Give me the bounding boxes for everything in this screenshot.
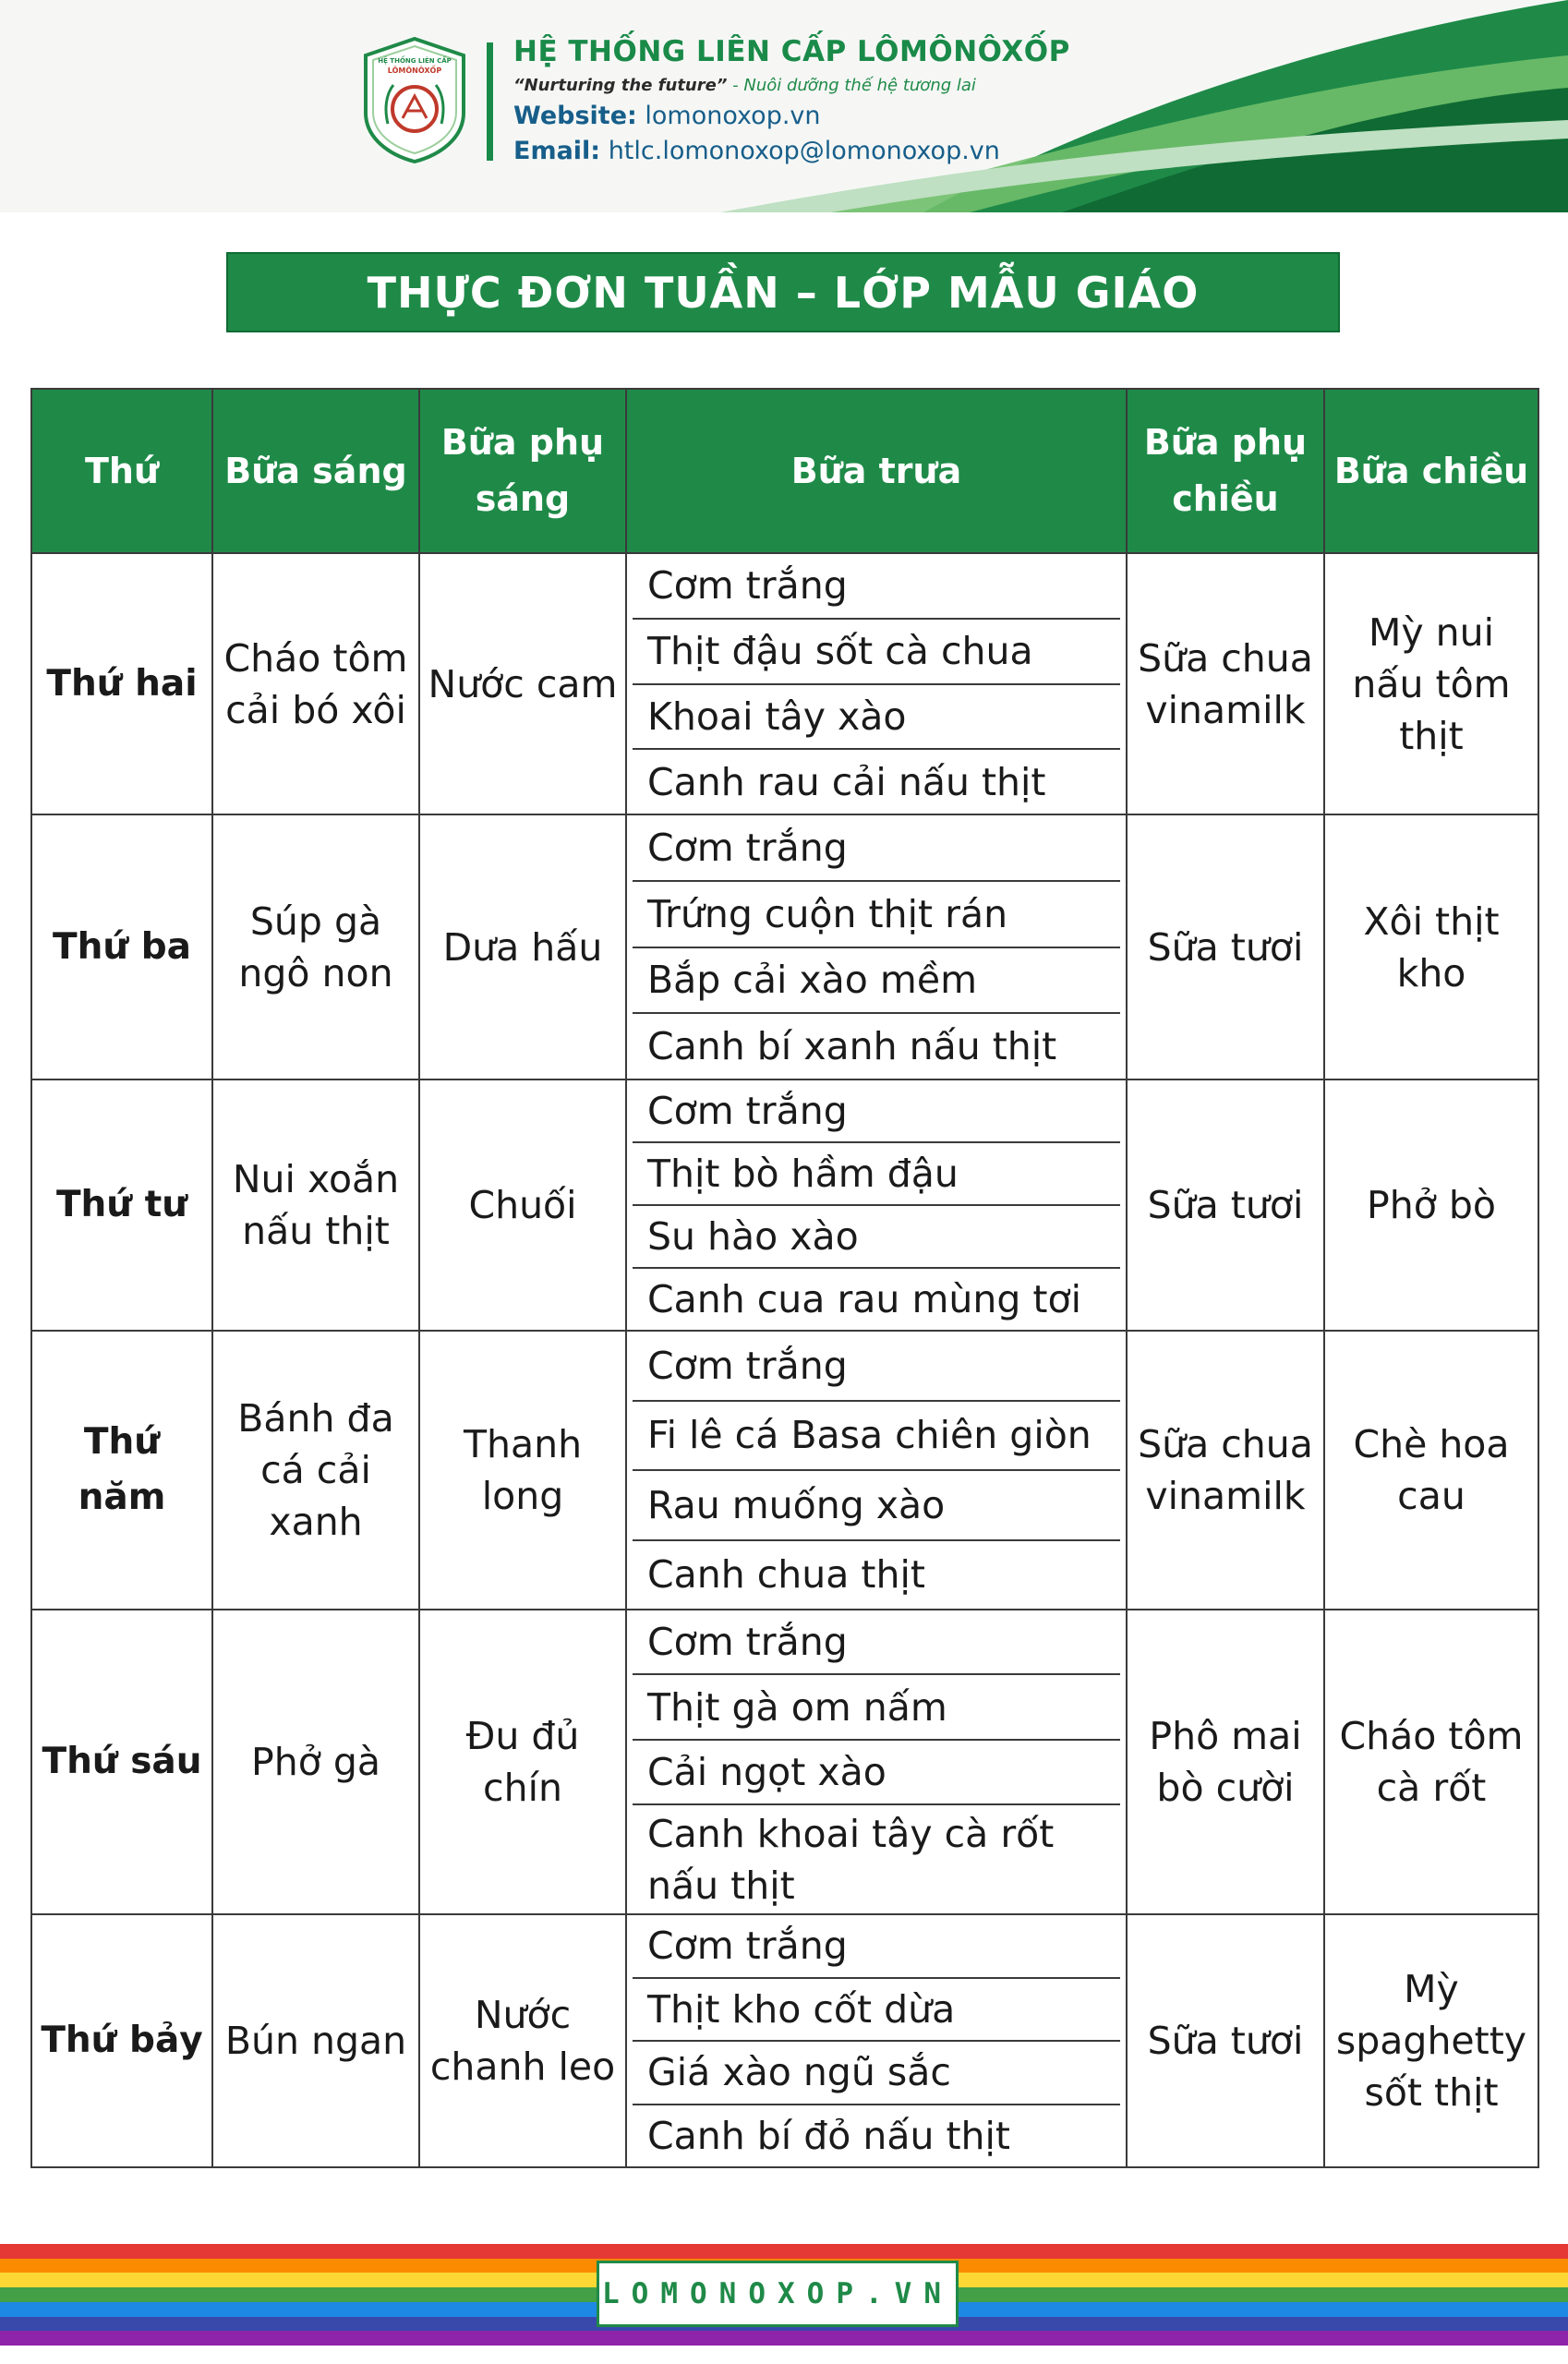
email-line: [513, 137, 1000, 165]
header-breakfast: Bữa sáng: [212, 389, 419, 553]
day-cell: Thứ ba: [31, 814, 212, 1079]
slogan-vi: - Nuôi dưỡng thế hệ tương lai: [727, 76, 976, 95]
table-row: [31, 1079, 1538, 1331]
lunch-item: Su hào xào: [633, 1206, 1120, 1269]
lunch-cell: [626, 814, 1127, 1079]
lunch-item: Thịt đậu sốt cà chua: [633, 620, 1120, 685]
lunch-item: Trứng cuộn thịt rán: [633, 882, 1120, 948]
lunch-item: Rau muống xào: [633, 1471, 1120, 1541]
lunch-item: Giá xào ngũ sắc: [633, 2042, 1120, 2105]
dinner-cell: Mỳ nui nấu tôm thịt: [1324, 553, 1538, 814]
afternoon-snack-cell: Sữa tươi: [1127, 1079, 1324, 1331]
lunch-list: [633, 1610, 1120, 1913]
table-row: [31, 1914, 1538, 2167]
morning-snack-cell: Chuối: [419, 1079, 626, 1331]
page-header: [0, 0, 1568, 212]
dinner-cell: Xôi thịt kho: [1324, 814, 1538, 1079]
breakfast-cell: Súp gà ngô non: [212, 814, 419, 1079]
lunch-list: [633, 1332, 1120, 1609]
lunch-cell: [626, 553, 1127, 814]
dinner-cell: Chè hoa cau: [1324, 1331, 1538, 1610]
lunch-item: Canh cua rau mùng tơi: [647, 1277, 1081, 1321]
lunch-item: Cơm trắng: [633, 1610, 1120, 1675]
breakfast-cell: Bánh đa cá cải xanh: [212, 1331, 419, 1610]
day-cell: Thứ sáu: [31, 1610, 212, 1914]
dinner-cell: Phở bò: [1324, 1079, 1538, 1331]
header-dinner: Bữa chiều: [1324, 389, 1538, 553]
lunch-item: Cơm trắng: [633, 815, 1120, 882]
lunch-item: Fi lê cá Basa chiên giòn: [633, 1402, 1120, 1472]
website-line: [513, 102, 821, 130]
lunch-item: Bắp cải xào mềm: [633, 948, 1120, 1015]
table-row: [31, 1610, 1538, 1914]
school-crest-icon: [360, 35, 469, 164]
afternoon-snack-cell: Phô mai bò cười: [1127, 1610, 1324, 1914]
header-day: Thứ: [31, 389, 212, 553]
lunch-item: Canh khoai tây cà rốt nấu thịt: [647, 1811, 1055, 1908]
afternoon-snack-cell: Sữa tươi: [1127, 814, 1324, 1079]
lunch-list: [633, 815, 1120, 1079]
title-bar: [226, 252, 1340, 332]
breakfast-cell: Cháo tôm cải bó xôi: [212, 553, 419, 814]
morning-snack-cell: Đu đủ chín: [419, 1610, 626, 1914]
footer-site-text[interactable]: LOMONOXOP.VN: [602, 2277, 953, 2310]
morning-snack-cell: Dưa hấu: [419, 814, 626, 1079]
lunch-item: Cơm trắng: [633, 1080, 1120, 1143]
breakfast-cell: Phở gà: [212, 1610, 419, 1914]
lunch-item: Cơm trắng: [633, 554, 1120, 620]
breakfast-cell: Nui xoắn nấu thịt: [212, 1079, 419, 1331]
header-lunch: Bữa trưa: [626, 389, 1127, 553]
lunch-item: Thịt kho cốt dừa: [633, 1979, 1120, 2043]
lunch-list: [633, 1915, 1120, 2166]
day-cell: Thứ năm: [31, 1331, 212, 1610]
breakfast-cell: Bún ngan: [212, 1914, 419, 2167]
lunch-cell: [626, 1914, 1127, 2167]
email-value[interactable]: htlc.lomonoxop@lomonoxop.vn: [600, 137, 1000, 165]
day-cell: Thứ hai: [31, 553, 212, 814]
morning-snack-cell: Nước cam: [419, 553, 626, 814]
weekly-menu-table: [30, 388, 1539, 2168]
footer-site-box[interactable]: [597, 2261, 959, 2327]
lunch-cell: [626, 1610, 1127, 1914]
lunch-item: Thịt bò hầm đậu: [633, 1143, 1120, 1206]
organization-name: HỆ THỐNG LIÊN CẤP LÔMÔNÔXỐP: [513, 35, 1070, 68]
lunch-item: Thịt gà om nấm: [633, 1675, 1120, 1740]
lunch-item: Canh chua thịt: [647, 1552, 925, 1598]
lunch-item: Cơm trắng: [633, 1332, 1120, 1402]
lunch-cell: [626, 1331, 1127, 1610]
afternoon-snack-cell: Sữa chua vinamilk: [1127, 1331, 1324, 1610]
header-afternoon-snack: Bữa phụ chiều: [1127, 389, 1324, 553]
table-row: [31, 814, 1538, 1079]
table-row: [31, 553, 1538, 814]
lunch-cell: [626, 1079, 1127, 1331]
header-divider: [487, 42, 493, 161]
rainbow-stripe: [0, 2331, 1568, 2346]
rainbow-stripe: [0, 2244, 1568, 2259]
morning-snack-cell: Thanh long: [419, 1331, 626, 1610]
slogan: [513, 76, 976, 95]
header-morning-snack: Bữa phụ sáng: [419, 389, 626, 553]
lunch-item: Canh rau cải nấu thịt: [647, 759, 1046, 804]
lunch-list: [633, 1080, 1120, 1330]
lunch-item: Khoai tây xào: [633, 685, 1120, 751]
logo-text-brand: LÔMÔNÔXỐP: [387, 66, 442, 75]
logo-text-top: HỆ THỐNG LIÊN CẤP: [378, 57, 452, 65]
afternoon-snack-cell: Sữa tươi: [1127, 1914, 1324, 2167]
lunch-list: [633, 554, 1120, 814]
table-row: [31, 1331, 1538, 1610]
afternoon-snack-cell: Sữa chua vinamilk: [1127, 553, 1324, 814]
table-header-row: [31, 389, 1538, 553]
dinner-cell: Cháo tôm cà rốt: [1324, 1610, 1538, 1914]
slogan-en: “Nurturing the future”: [513, 76, 728, 95]
morning-snack-cell: Nước chanh leo: [419, 1914, 626, 2167]
website-value[interactable]: lomonoxop.vn: [636, 102, 821, 130]
lunch-item: Cải ngọt xào: [633, 1741, 1120, 1805]
lunch-item: Canh bí đỏ nấu thịt: [647, 2113, 1011, 2158]
lunch-item: Cơm trắng: [633, 1915, 1120, 1979]
day-cell: Thứ tư: [31, 1079, 212, 1331]
lunch-item: Canh bí xanh nấu thịt: [647, 1024, 1057, 1069]
website-label: Website:: [513, 102, 637, 130]
dinner-cell: Mỳ spaghetty sốt thịt: [1324, 1914, 1538, 2167]
page-title: THỰC ĐƠN TUẦN – LỚP MẪU GIÁO: [367, 267, 1200, 318]
day-cell: Thứ bảy: [31, 1914, 212, 2167]
email-label: Email:: [513, 137, 601, 165]
